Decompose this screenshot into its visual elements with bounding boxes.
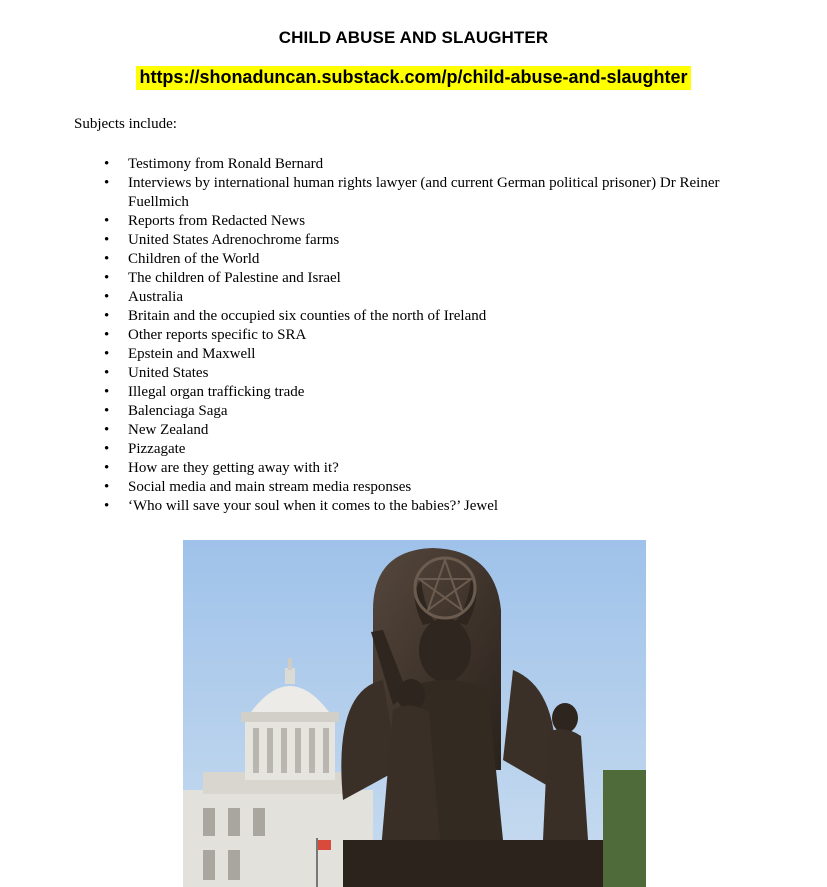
- subject-text: Testimony from Ronald Bernard: [128, 156, 324, 172]
- substack-link[interactable]: https://shonaduncan.substack.com/p/child-abuse-and-slaughter: [136, 66, 690, 90]
- subject-item: [104, 364, 758, 383]
- subject-item: [104, 174, 758, 212]
- subject-item: [104, 497, 758, 516]
- subject-text: ‘Who will save your soul when it comes to the babies?’ Jewel: [128, 498, 499, 514]
- bullet-icon: •: [104, 251, 110, 267]
- subject-text: Illegal organ trafficking trade: [128, 384, 305, 400]
- subject-text: Other reports specific to SRA: [128, 327, 307, 343]
- subject-item: [104, 250, 758, 269]
- bullet-icon: •: [104, 289, 110, 305]
- subject-item: [104, 459, 758, 478]
- subject-item: [104, 326, 758, 345]
- subject-item: [104, 440, 758, 459]
- subject-item: [104, 307, 758, 326]
- intro-text: Subjects include:: [74, 116, 177, 132]
- subject-text: Balenciaga Saga: [128, 403, 228, 419]
- subject-text: Australia: [128, 289, 183, 305]
- bullet-icon: •: [104, 384, 110, 400]
- subject-item: [104, 269, 758, 288]
- link-line: [0, 66, 827, 90]
- bullet-icon: •: [104, 327, 110, 343]
- subject-text: The children of Palestine and Israel: [128, 270, 341, 286]
- subject-item: [104, 212, 758, 231]
- statue-photo: [183, 540, 646, 887]
- subject-text: Social media and main stream media responses: [128, 479, 412, 495]
- subject-text: United States Adrenochrome farms: [128, 232, 340, 248]
- subject-text: Pizzagate: [128, 441, 186, 457]
- bullet-icon: •: [104, 365, 110, 381]
- subject-text: United States: [128, 365, 209, 381]
- bullet-icon: •: [104, 441, 110, 457]
- bullet-icon: •: [104, 270, 110, 286]
- document-title: CHILD ABUSE AND SLAUGHTER: [278, 28, 549, 47]
- bullet-icon: •: [104, 175, 110, 191]
- subject-item: [104, 288, 758, 307]
- bullet-icon: •: [104, 232, 110, 248]
- bullet-icon: •: [104, 422, 110, 438]
- subject-item: [104, 231, 758, 250]
- bullet-icon: •: [104, 346, 110, 362]
- subject-text: Reports from Redacted News: [128, 213, 306, 229]
- bullet-icon: •: [104, 156, 110, 172]
- subject-item: [104, 155, 758, 174]
- subject-text: Children of the World: [128, 251, 260, 267]
- subjects-list: [104, 155, 758, 516]
- subject-text: Britain and the occupied six counties of the north of Ireland: [128, 308, 487, 324]
- subject-item: [104, 345, 758, 364]
- subject-item: [104, 383, 758, 402]
- bullet-icon: •: [104, 460, 110, 476]
- subject-item: [104, 478, 758, 497]
- subject-text: Epstein and Maxwell: [128, 346, 256, 362]
- subject-item: [104, 402, 758, 421]
- bullet-icon: •: [104, 403, 110, 419]
- subject-item: [104, 421, 758, 440]
- bullet-icon: •: [104, 213, 110, 229]
- subject-text: New Zealand: [128, 422, 209, 438]
- bullet-icon: •: [104, 308, 110, 324]
- subject-text: Interviews by international human rights lawyer (and current German political prisoner) Dr Reiner Fuellmich: [128, 175, 720, 210]
- bullet-icon: •: [104, 479, 110, 495]
- bullet-icon: •: [104, 498, 110, 514]
- subject-text: How are they getting away with it?: [128, 460, 339, 476]
